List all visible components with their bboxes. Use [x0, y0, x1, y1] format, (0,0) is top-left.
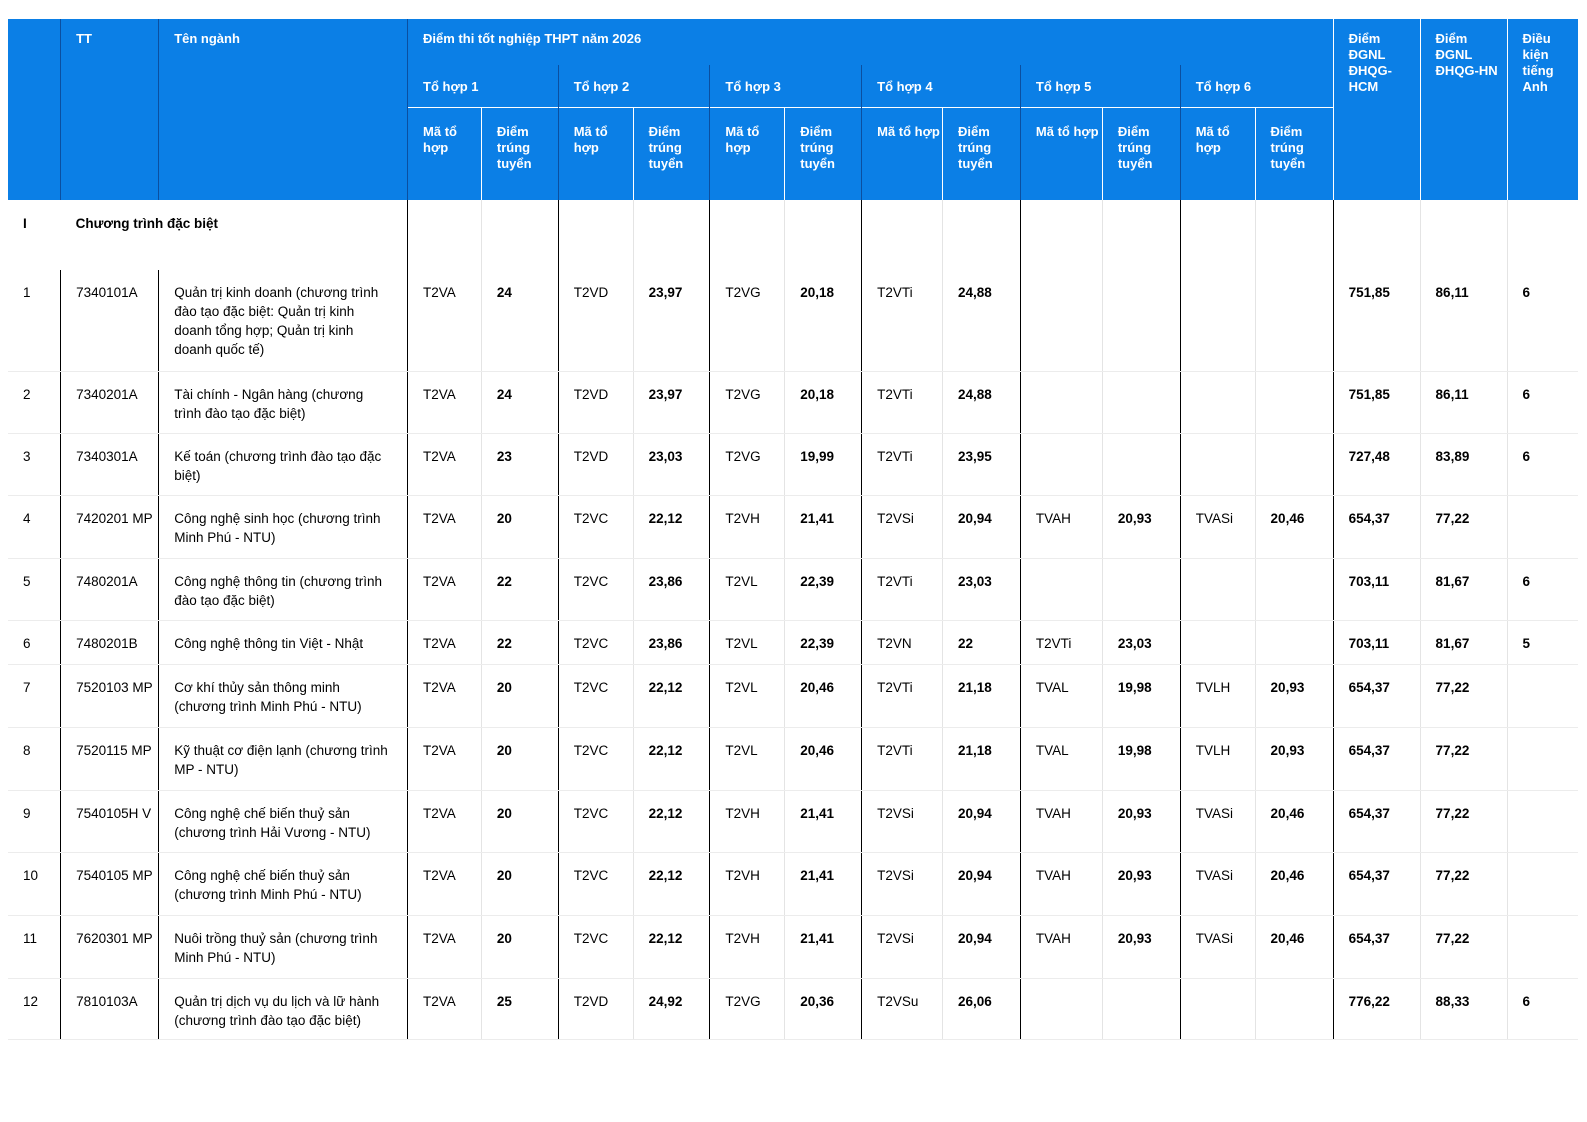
row-diem-trung-tuyen: [1102, 270, 1180, 371]
row-ma-to-hop: T2VC: [558, 558, 633, 620]
header-ma-to-hop: Mã tổ hợp: [408, 107, 482, 200]
row-dgnl-hcm: 751,85: [1333, 270, 1420, 371]
row-diem-trung-tuyen: 20,93: [1102, 790, 1180, 852]
header-diem-trung-tuyen: Điểm trúng tuyển: [633, 107, 710, 200]
row-stt: 12: [8, 978, 61, 1039]
row-ma-nganh: 7540105H V: [61, 790, 159, 852]
table-row: [8, 915, 1578, 978]
row-ma-to-hop: TVASi: [1180, 852, 1255, 915]
row-diem-trung-tuyen: 20,46: [1255, 790, 1333, 852]
table-header: [8, 19, 1578, 200]
row-diem-trung-tuyen: 23,97: [633, 270, 710, 371]
header-ma-to-hop: Mã tổ hợp: [558, 107, 633, 200]
row-dieu-kien-tieng-anh: [1507, 727, 1578, 790]
row-diem-trung-tuyen: 21,18: [943, 664, 1021, 727]
row-ma-to-hop: T2VD: [558, 978, 633, 1039]
row-diem-trung-tuyen: 25: [481, 978, 558, 1039]
row-dgnl-hn: 77,22: [1420, 915, 1507, 978]
row-stt: 11: [8, 915, 61, 978]
row-stt: 7: [8, 664, 61, 727]
row-diem-trung-tuyen: 22,12: [633, 852, 710, 915]
row-ma-to-hop: T2VD: [558, 371, 633, 433]
row-diem-trung-tuyen: 23,03: [1102, 620, 1180, 664]
header-diem-trung-tuyen: Điểm trúng tuyển: [481, 107, 558, 200]
row-ten-nganh: Công nghệ chế biến thuỷ sản (chương trình Hải Vương - NTU): [159, 790, 408, 852]
row-ma-to-hop: T2VH: [710, 852, 785, 915]
row-ten-nganh: Công nghệ thông tin Việt - Nhật: [159, 620, 408, 664]
row-dieu-kien-tieng-anh: [1507, 664, 1578, 727]
row-diem-trung-tuyen: 20,94: [943, 790, 1021, 852]
row-ma-to-hop: T2VSi: [862, 495, 943, 558]
row-ten-nganh: Tài chính - Ngân hàng (chương trình đào tạo đặc biệt): [159, 371, 408, 433]
row-ma-to-hop: T2VN: [862, 620, 943, 664]
row-dieu-kien-tieng-anh: [1507, 852, 1578, 915]
row-ma-nganh: 7340101A: [61, 270, 159, 371]
row-diem-trung-tuyen: [1255, 270, 1333, 371]
row-dgnl-hn: 77,22: [1420, 790, 1507, 852]
header-row-1: [8, 19, 1578, 65]
row-stt: 4: [8, 495, 61, 558]
table-row: [8, 978, 1578, 1039]
row-diem-trung-tuyen: 20,93: [1102, 915, 1180, 978]
table-row: [8, 664, 1578, 727]
row-ma-to-hop: TVAH: [1020, 915, 1102, 978]
row-diem-trung-tuyen: 23: [481, 433, 558, 495]
row-diem-trung-tuyen: 26,06: [943, 978, 1021, 1039]
row-dgnl-hn: 81,67: [1420, 620, 1507, 664]
row-ma-to-hop: T2VL: [710, 664, 785, 727]
row-dgnl-hn: 81,67: [1420, 558, 1507, 620]
row-diem-trung-tuyen: [1255, 558, 1333, 620]
table-row: [8, 790, 1578, 852]
header-dgnl-hcm: Điểm ĐGNL ĐHQG-HCM: [1333, 19, 1420, 200]
row-ma-to-hop: T2VD: [558, 433, 633, 495]
row-ma-to-hop: [1020, 978, 1102, 1039]
row-diem-trung-tuyen: [1102, 978, 1180, 1039]
row-ma-to-hop: TVAL: [1020, 664, 1102, 727]
row-diem-trung-tuyen: [1255, 978, 1333, 1039]
row-dgnl-hcm: 751,85: [1333, 371, 1420, 433]
row-diem-trung-tuyen: 20,93: [1102, 852, 1180, 915]
row-diem-trung-tuyen: 20,93: [1255, 664, 1333, 727]
row-ma-to-hop: [1180, 558, 1255, 620]
row-ma-to-hop: T2VTi: [862, 664, 943, 727]
row-diem-trung-tuyen: [1102, 558, 1180, 620]
row-ma-to-hop: T2VA: [408, 664, 482, 727]
row-ma-to-hop: TVAH: [1020, 790, 1102, 852]
row-stt: 2: [8, 371, 61, 433]
table-row: [8, 270, 1578, 371]
row-diem-trung-tuyen: 20: [481, 664, 558, 727]
row-ma-to-hop: T2VC: [558, 620, 633, 664]
row-ma-to-hop: TVASi: [1180, 495, 1255, 558]
row-diem-trung-tuyen: 22,39: [785, 620, 862, 664]
row-diem-trung-tuyen: 19,98: [1102, 664, 1180, 727]
row-diem-trung-tuyen: 21,41: [785, 915, 862, 978]
row-dgnl-hcm: 654,37: [1333, 790, 1420, 852]
row-diem-trung-tuyen: 23,03: [633, 433, 710, 495]
header-to-hop-5: Tổ hợp 5: [1020, 65, 1180, 107]
row-ma-to-hop: T2VC: [558, 495, 633, 558]
row-diem-trung-tuyen: 20: [481, 852, 558, 915]
header-thpt-group: Điểm thi tốt nghiệp THPT năm 2026: [408, 19, 1334, 65]
row-diem-trung-tuyen: 24,92: [633, 978, 710, 1039]
row-ma-to-hop: T2VSi: [862, 852, 943, 915]
row-ma-to-hop: T2VC: [558, 664, 633, 727]
row-ma-to-hop: [1020, 270, 1102, 371]
row-ma-to-hop: TVASi: [1180, 790, 1255, 852]
row-diem-trung-tuyen: 20,46: [785, 727, 862, 790]
row-ma-nganh: 7480201A: [61, 558, 159, 620]
table-body: [8, 200, 1578, 1039]
row-diem-trung-tuyen: 20: [481, 915, 558, 978]
row-diem-trung-tuyen: [1255, 433, 1333, 495]
row-ma-to-hop: T2VG: [710, 371, 785, 433]
row-diem-trung-tuyen: 20,93: [1102, 495, 1180, 558]
row-stt: 8: [8, 727, 61, 790]
row-diem-trung-tuyen: 20,46: [1255, 915, 1333, 978]
row-ma-to-hop: [1180, 620, 1255, 664]
row-ma-to-hop: T2VA: [408, 852, 482, 915]
admission-score-table-container: [8, 19, 1578, 1040]
row-ma-to-hop: T2VTi: [1020, 620, 1102, 664]
row-ma-to-hop: T2VC: [558, 852, 633, 915]
row-ma-to-hop: T2VTi: [862, 270, 943, 371]
table-row: [8, 558, 1578, 620]
row-diem-trung-tuyen: 20: [481, 495, 558, 558]
row-diem-trung-tuyen: 20,93: [1255, 727, 1333, 790]
section-row: [8, 200, 1578, 270]
row-ma-to-hop: T2VG: [710, 270, 785, 371]
row-ma-to-hop: T2VA: [408, 978, 482, 1039]
header-diem-trung-tuyen: Điểm trúng tuyển: [943, 107, 1021, 200]
row-diem-trung-tuyen: 24: [481, 371, 558, 433]
row-diem-trung-tuyen: 21,41: [785, 852, 862, 915]
header-to-hop-6: Tổ hợp 6: [1180, 65, 1333, 107]
row-ma-to-hop: T2VA: [408, 495, 482, 558]
header-blank: [8, 19, 61, 200]
header-to-hop-4: Tổ hợp 4: [862, 65, 1021, 107]
row-ma-to-hop: T2VSi: [862, 790, 943, 852]
row-ma-to-hop: TVAH: [1020, 495, 1102, 558]
row-ten-nganh: Kế toán (chương trình đào tạo đặc biệt): [159, 433, 408, 495]
row-diem-trung-tuyen: 23,95: [943, 433, 1021, 495]
row-ma-to-hop: T2VA: [408, 915, 482, 978]
row-ten-nganh: Nuôi trồng thuỷ sản (chương trình Minh Phú - NTU): [159, 915, 408, 978]
row-dgnl-hn: 86,11: [1420, 371, 1507, 433]
table-row: [8, 620, 1578, 664]
row-dgnl-hn: 77,22: [1420, 495, 1507, 558]
row-diem-trung-tuyen: 20: [481, 727, 558, 790]
row-ten-nganh: Cơ khí thủy sản thông minh (chương trình Minh Phú - NTU): [159, 664, 408, 727]
row-ma-to-hop: T2VH: [710, 790, 785, 852]
row-dgnl-hn: 77,22: [1420, 664, 1507, 727]
row-diem-trung-tuyen: 21,41: [785, 790, 862, 852]
row-ma-to-hop: T2VTi: [862, 433, 943, 495]
row-diem-trung-tuyen: 23,86: [633, 558, 710, 620]
row-dieu-kien-tieng-anh: 5: [1507, 620, 1578, 664]
row-diem-trung-tuyen: 22: [481, 620, 558, 664]
table-row: [8, 727, 1578, 790]
header-ma-to-hop: Mã tổ hợp: [1020, 107, 1102, 200]
header-to-hop-2: Tổ hợp 2: [558, 65, 710, 107]
row-diem-trung-tuyen: 24,88: [943, 371, 1021, 433]
row-diem-trung-tuyen: 22,12: [633, 915, 710, 978]
row-diem-trung-tuyen: 20,36: [785, 978, 862, 1039]
admission-score-table: [8, 19, 1578, 1040]
row-ma-nganh: 7520103 MP: [61, 664, 159, 727]
row-diem-trung-tuyen: 20,18: [785, 270, 862, 371]
row-stt: 10: [8, 852, 61, 915]
header-diem-trung-tuyen: Điểm trúng tuyển: [1102, 107, 1180, 200]
row-dgnl-hcm: 776,22: [1333, 978, 1420, 1039]
row-dieu-kien-tieng-anh: 6: [1507, 558, 1578, 620]
row-ma-to-hop: [1180, 978, 1255, 1039]
row-ma-to-hop: [1020, 433, 1102, 495]
row-dieu-kien-tieng-anh: 6: [1507, 978, 1578, 1039]
row-ma-to-hop: T2VC: [558, 727, 633, 790]
row-ma-to-hop: T2VG: [710, 433, 785, 495]
row-dgnl-hcm: 654,37: [1333, 727, 1420, 790]
row-ma-to-hop: T2VA: [408, 371, 482, 433]
row-ma-to-hop: TVASi: [1180, 915, 1255, 978]
row-dgnl-hcm: 703,11: [1333, 558, 1420, 620]
table-row: [8, 371, 1578, 433]
section-title: Chương trình đặc biệt: [75, 216, 218, 231]
row-diem-trung-tuyen: 20,94: [943, 915, 1021, 978]
row-ma-to-hop: T2VA: [408, 790, 482, 852]
row-dieu-kien-tieng-anh: 6: [1507, 270, 1578, 371]
row-ma-nganh: 7340201A: [61, 371, 159, 433]
row-diem-trung-tuyen: [1102, 371, 1180, 433]
row-stt: 3: [8, 433, 61, 495]
row-ma-to-hop: TVAL: [1020, 727, 1102, 790]
row-diem-trung-tuyen: 22,12: [633, 495, 710, 558]
row-ma-to-hop: T2VC: [558, 790, 633, 852]
header-dieu-kien-tieng-anh: Điều kiện tiếng Anh: [1507, 19, 1578, 200]
row-dgnl-hn: 88,33: [1420, 978, 1507, 1039]
row-dgnl-hn: 86,11: [1420, 270, 1507, 371]
row-dieu-kien-tieng-anh: [1507, 915, 1578, 978]
row-ma-to-hop: T2VA: [408, 433, 482, 495]
header-to-hop-1: Tổ hợp 1: [408, 65, 559, 107]
row-ma-to-hop: T2VL: [710, 558, 785, 620]
section-number: I: [23, 216, 27, 231]
row-ma-nganh: 7340301A: [61, 433, 159, 495]
row-ma-nganh: 7480201B: [61, 620, 159, 664]
row-ten-nganh: Kỹ thuật cơ điện lạnh (chương trình MP - NTU): [159, 727, 408, 790]
row-ma-to-hop: [1180, 371, 1255, 433]
row-dgnl-hcm: 654,37: [1333, 495, 1420, 558]
row-dieu-kien-tieng-anh: [1507, 790, 1578, 852]
row-ten-nganh: Quản trị dịch vụ du lịch và lữ hành (chương trình đào tạo đặc biệt): [159, 978, 408, 1039]
header-ma-to-hop: Mã tổ hợp: [1180, 107, 1255, 200]
row-stt: 6: [8, 620, 61, 664]
row-ma-to-hop: T2VL: [710, 620, 785, 664]
row-dgnl-hcm: 654,37: [1333, 852, 1420, 915]
header-ma-to-hop: Mã tổ hợp: [862, 107, 943, 200]
row-ma-to-hop: [1180, 433, 1255, 495]
row-diem-trung-tuyen: 19,99: [785, 433, 862, 495]
row-diem-trung-tuyen: 20,94: [943, 495, 1021, 558]
row-diem-trung-tuyen: 20,94: [943, 852, 1021, 915]
row-diem-trung-tuyen: 21,41: [785, 495, 862, 558]
header-ten-nganh: Tên ngành: [159, 19, 408, 200]
row-stt: 1: [8, 270, 61, 371]
row-diem-trung-tuyen: 19,98: [1102, 727, 1180, 790]
row-diem-trung-tuyen: [1255, 371, 1333, 433]
row-diem-trung-tuyen: 22,12: [633, 790, 710, 852]
row-ma-to-hop: T2VTi: [862, 558, 943, 620]
row-ma-to-hop: T2VL: [710, 727, 785, 790]
row-ma-to-hop: [1020, 371, 1102, 433]
row-ma-nganh: 7620301 MP: [61, 915, 159, 978]
row-diem-trung-tuyen: 21,18: [943, 727, 1021, 790]
row-dgnl-hn: 77,22: [1420, 727, 1507, 790]
row-stt: 9: [8, 790, 61, 852]
table-row: [8, 433, 1578, 495]
row-diem-trung-tuyen: 20,18: [785, 371, 862, 433]
row-ma-to-hop: T2VA: [408, 620, 482, 664]
row-dgnl-hcm: 654,37: [1333, 664, 1420, 727]
row-diem-trung-tuyen: 23,03: [943, 558, 1021, 620]
row-diem-trung-tuyen: 23,86: [633, 620, 710, 664]
row-diem-trung-tuyen: 20,46: [785, 664, 862, 727]
row-ma-to-hop: TVLH: [1180, 664, 1255, 727]
header-to-hop-3: Tổ hợp 3: [710, 65, 862, 107]
row-ten-nganh: Công nghệ chế biến thuỷ sản (chương trình Minh Phú - NTU): [159, 852, 408, 915]
row-ten-nganh: Công nghệ thông tin (chương trình đào tạo đặc biệt): [159, 558, 408, 620]
row-ma-to-hop: T2VC: [558, 915, 633, 978]
row-diem-trung-tuyen: 24,88: [943, 270, 1021, 371]
row-dieu-kien-tieng-anh: 6: [1507, 433, 1578, 495]
header-ma-to-hop: Mã tổ hợp: [710, 107, 785, 200]
row-dgnl-hcm: 654,37: [1333, 915, 1420, 978]
header-diem-trung-tuyen: Điểm trúng tuyển: [1255, 107, 1333, 200]
row-dieu-kien-tieng-anh: 6: [1507, 371, 1578, 433]
row-diem-trung-tuyen: 20,46: [1255, 852, 1333, 915]
row-diem-trung-tuyen: [1255, 620, 1333, 664]
table-row: [8, 852, 1578, 915]
row-diem-trung-tuyen: 22,12: [633, 727, 710, 790]
row-ma-nganh: 7810103A: [61, 978, 159, 1039]
table-row: [8, 495, 1578, 558]
row-ma-to-hop: T2VTi: [862, 727, 943, 790]
row-ma-to-hop: T2VTi: [862, 371, 943, 433]
row-ma-to-hop: T2VH: [710, 915, 785, 978]
row-ma-to-hop: T2VD: [558, 270, 633, 371]
row-diem-trung-tuyen: [1102, 433, 1180, 495]
row-ma-to-hop: T2VA: [408, 558, 482, 620]
row-diem-trung-tuyen: 23,97: [633, 371, 710, 433]
row-dgnl-hn: 77,22: [1420, 852, 1507, 915]
row-ma-to-hop: T2VG: [710, 978, 785, 1039]
row-ten-nganh: Quản trị kinh doanh (chương trình đào tạo đặc biệt: Quản trị kinh doanh tổng hợp; Quản trị kinh doanh quốc tế): [159, 270, 408, 371]
row-diem-trung-tuyen: 20: [481, 790, 558, 852]
row-diem-trung-tuyen: 20,46: [1255, 495, 1333, 558]
row-stt: 5: [8, 558, 61, 620]
row-ma-to-hop: TVAH: [1020, 852, 1102, 915]
row-ma-nganh: 7520115 MP: [61, 727, 159, 790]
row-ma-nganh: 7420201 MP: [61, 495, 159, 558]
row-diem-trung-tuyen: 22: [943, 620, 1021, 664]
header-dgnl-hn: Điểm ĐGNL ĐHQG-HN: [1420, 19, 1507, 200]
row-ma-to-hop: [1020, 558, 1102, 620]
row-ma-to-hop: T2VH: [710, 495, 785, 558]
row-dieu-kien-tieng-anh: [1507, 495, 1578, 558]
row-ma-to-hop: T2VA: [408, 727, 482, 790]
header-diem-trung-tuyen: Điểm trúng tuyển: [785, 107, 862, 200]
row-ma-to-hop: T2VSu: [862, 978, 943, 1039]
row-ma-to-hop: T2VSi: [862, 915, 943, 978]
row-diem-trung-tuyen: 22: [481, 558, 558, 620]
row-diem-trung-tuyen: 22,39: [785, 558, 862, 620]
header-tt: TT: [61, 19, 159, 200]
row-ma-nganh: 7540105 MP: [61, 852, 159, 915]
row-diem-trung-tuyen: 24: [481, 270, 558, 371]
row-ma-to-hop: TVLH: [1180, 727, 1255, 790]
row-ma-to-hop: [1180, 270, 1255, 371]
row-ten-nganh: Công nghệ sinh học (chương trình Minh Phú - NTU): [159, 495, 408, 558]
row-dgnl-hcm: 727,48: [1333, 433, 1420, 495]
row-dgnl-hn: 83,89: [1420, 433, 1507, 495]
row-dgnl-hcm: 703,11: [1333, 620, 1420, 664]
row-diem-trung-tuyen: 22,12: [633, 664, 710, 727]
row-ma-to-hop: T2VA: [408, 270, 482, 371]
